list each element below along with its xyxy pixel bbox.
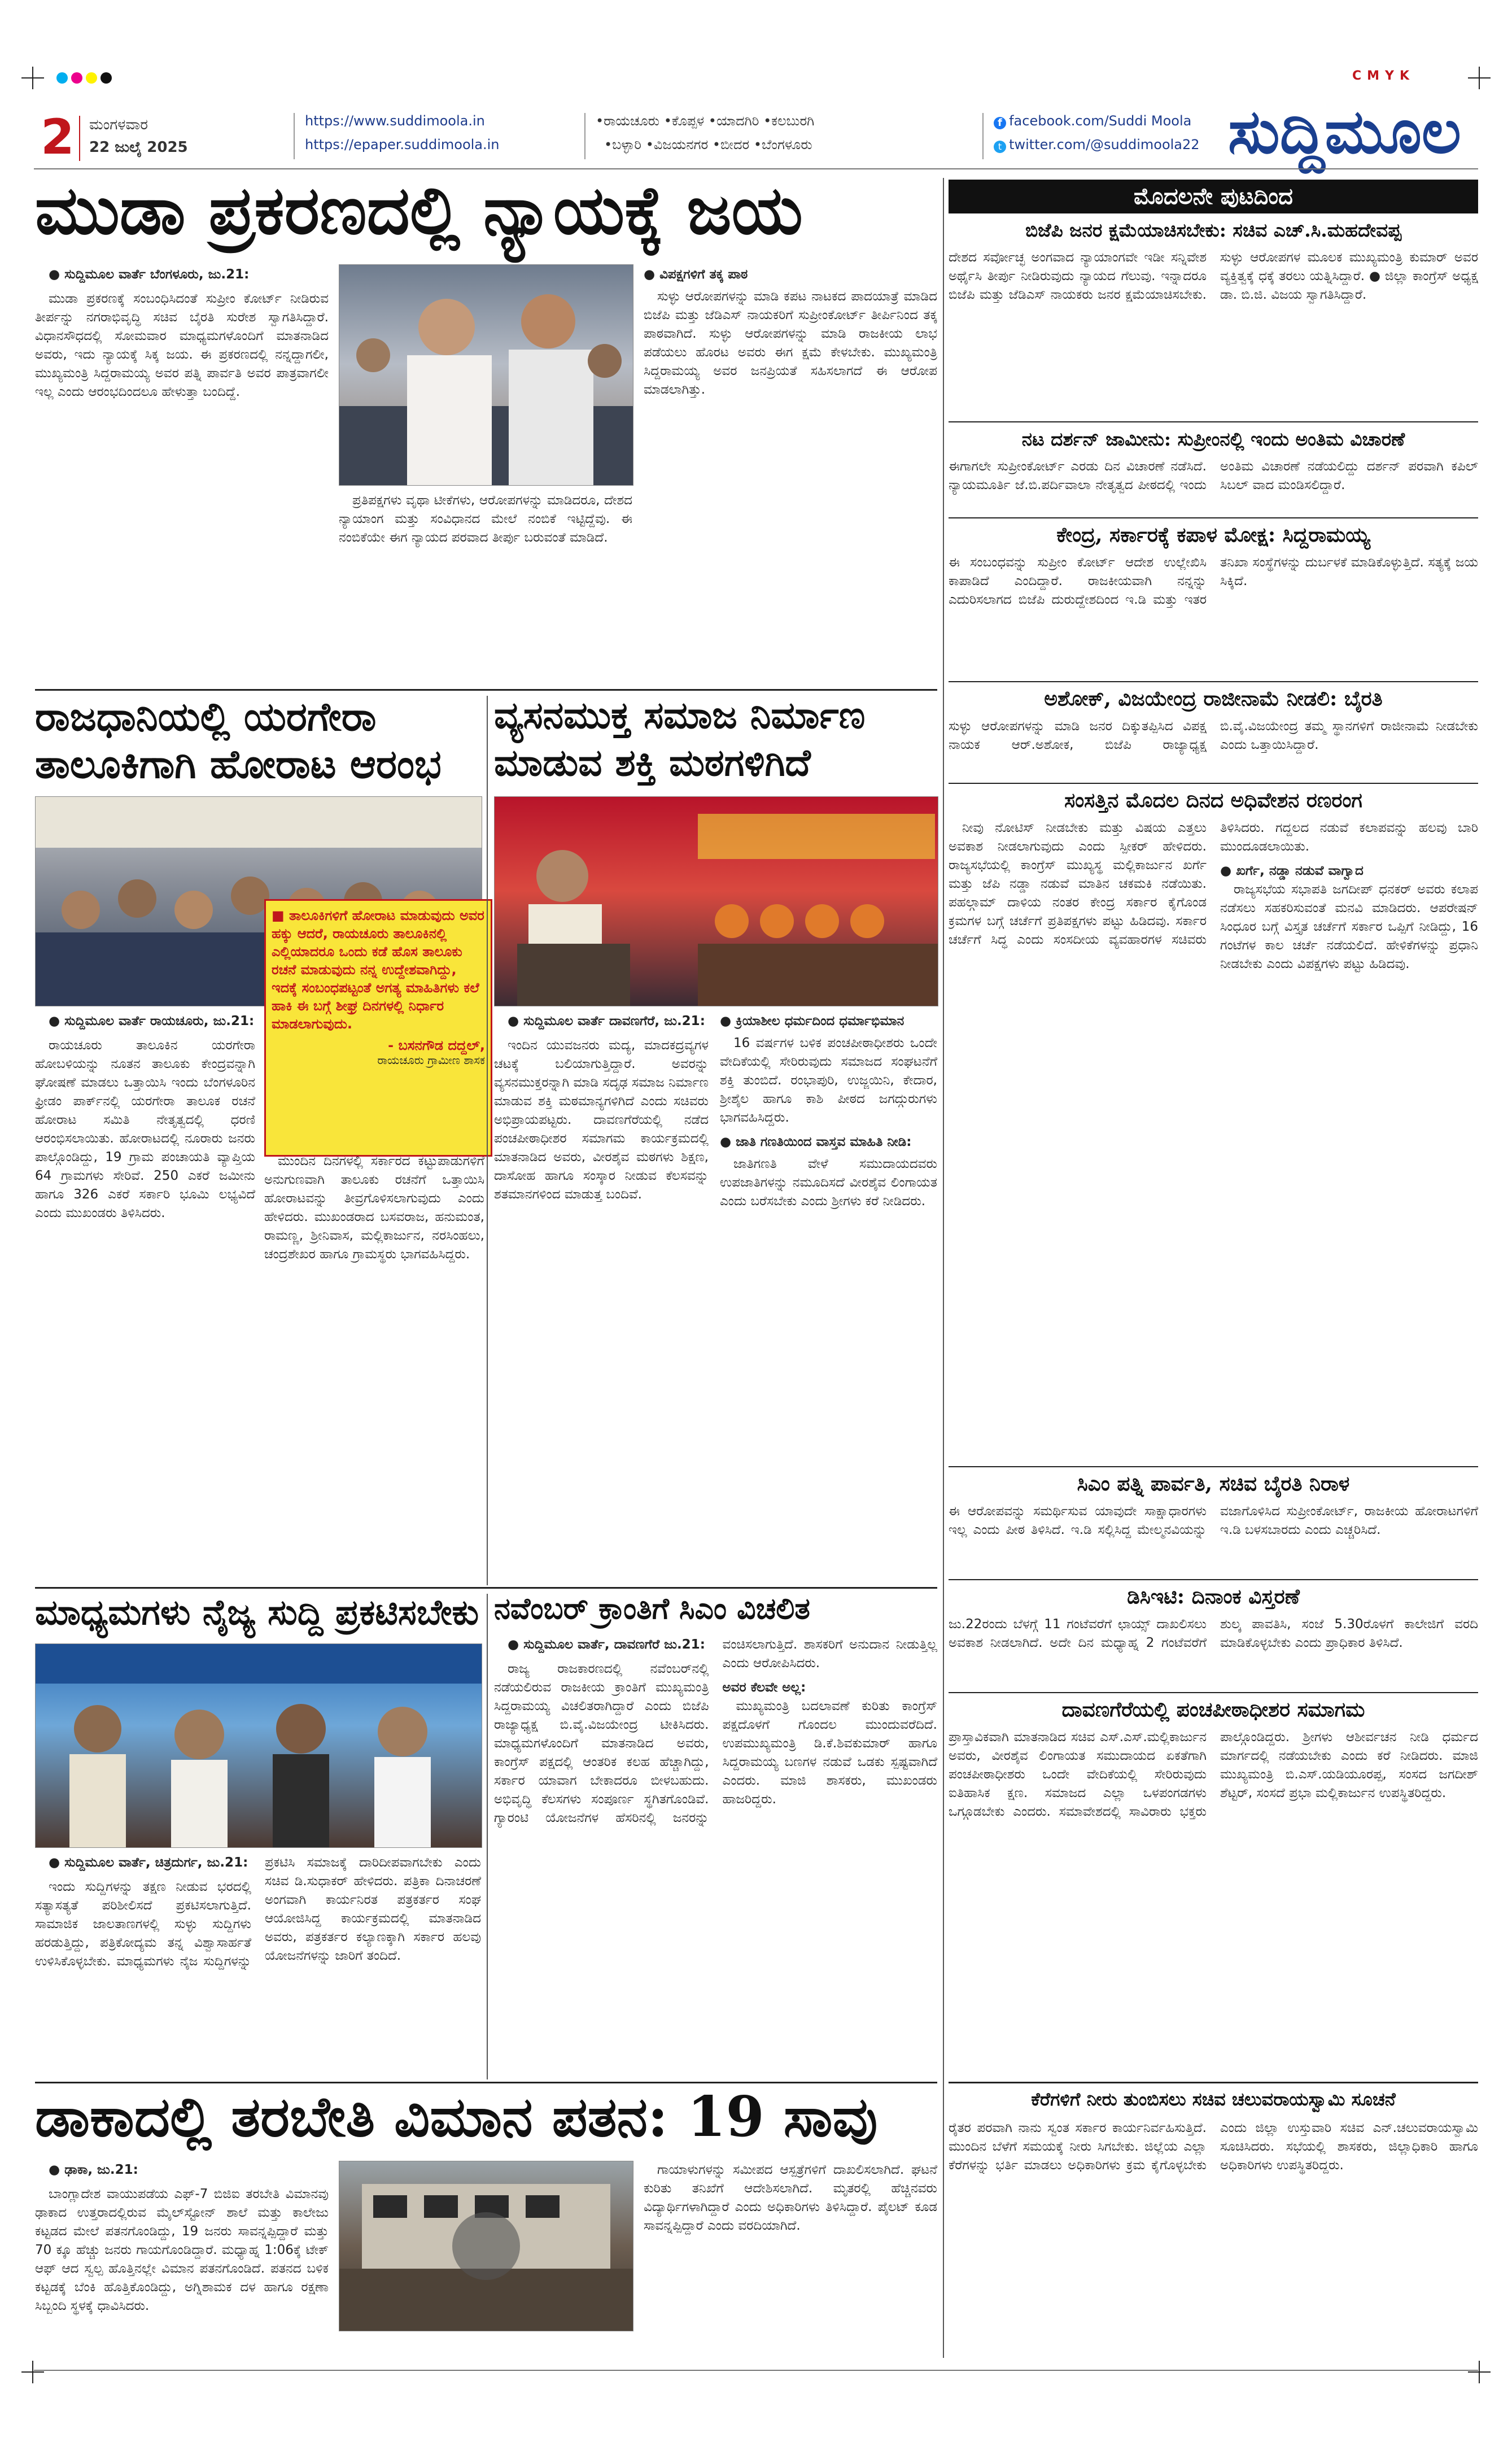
twitter-line[interactable] bbox=[994, 137, 1200, 153]
fp-s5-text2: ರಾಜ್ಯಸಭೆಯ ಸಭಾಪತಿ ಜಗದೀಪ್ ಧನಕರ್ ಅವರು ಕಲಾಪ ನಡೆಸಲು ಸಹಕರಿಸುವಂತೆ ಮನವಿ ಮಾಡಿದರು. ಆಪರೇಷನ್ ಸಿಂಧೂರ ಬಗ್ಗೆ ವಿಸ್ತೃತ ಚರ್ಚೆಗೆ ಸರ್ಕಾರ ಒಪ್ಪಿಗೆ ನೀಡಿದ್ದು, 16 ಗಂಟೆಗಳ ಕಾಲ ಚರ್ಚೆ ನಡೆಯಲಿದೆ. ಹೇಳಿಕೆಗಳನ್ನು ಪ್ರಧಾನಿ ನೀಡಬೇಕು ಎಂದು ವಿಪಕ್ಷಗಳು ಪಟ್ಟು ಹಿಡಿದವು. bbox=[1220, 882, 1478, 971]
story4-photo-art bbox=[36, 1644, 482, 1847]
story3-subhead2: ● ಜಾತಿ ಗಣತಿಯಿಂದ ವಾಸ್ತವ ಮಾಹಿತಿ ನೀಡಿ: bbox=[720, 1135, 912, 1149]
cmyk-text: CMYK bbox=[1352, 69, 1415, 83]
story3-body: ಇಂದಿನ ಯುವಜನರು ಮದ್ಯ, ಮಾದಕದ್ರವ್ಯಗಳ ಚಟಕ್ಕೆ ಬಲಿಯಾಗುತ್ತಿದ್ದಾರೆ. ಅವರನ್ನು ವ್ಯಸನಮುಕ್ತರನ್ನಾಗಿ ಮಾಡಿ ಸದೃಢ ಸಮಾಜ ನಿರ್ಮಾಣ ಮಾಡುವ ಶಕ್ತಿ ಮಠಮಾನ್ಯಗಳಿಗಿದೆ ಎಂದು ಸಚಿವರು ಅಭಿಪ್ರಾಯಪಟ್ಟರು. ದಾವಣಗೆರೆಯಲ್ಲಿ ನಡೆದ ಪಂಚಪೀಠಾಧೀಶರ ಸಮಾಗಮ ಕಾರ್ಯಕ್ರಮದಲ್ಲಿ ಮಾತನಾಡಿದ ಅವರು, ವೀರಶೈವ ಮಠಗಳು ಶಿಕ್ಷಣ, ದಾಸೋಹ ಹಾಗೂ ಸಂಸ್ಕಾರ ನೀಡುವ ಕೆಲಸವನ್ನು ಶತಮಾನಗಳಿಂದ ಮಾಡುತ್ತ ಬಂದಿವೆ. bbox=[494, 1038, 709, 1202]
story5-byline: ● ಸುದ್ದಿಮೂಲ ವಾರ್ತೆ, ದಾವಣಗೆರೆ ಜು.21: bbox=[508, 1637, 705, 1652]
story6-byline: ● ಢಾಕಾ, ಜು.21: bbox=[49, 2162, 138, 2177]
fp-rule-2 bbox=[949, 517, 1478, 518]
yellow-dot bbox=[86, 72, 97, 84]
story1-photo bbox=[339, 264, 633, 486]
story1-bottom-rule bbox=[35, 689, 937, 691]
masthead-day: ಮಂಗಳವಾರ bbox=[89, 116, 148, 133]
fp-s3-body: ಈ ಸಂಬಂಧವನ್ನು ಸುಪ್ರೀಂ ಕೋರ್ಟ್ ಆದೇಶ ಉಲ್ಲೇಖಿಸಿ ಕಾಪಾಡಿದೆ ಎಂದಿದ್ದಾರೆ. ರಾಜಕೀಯವಾಗಿ ನನ್ನನ್ನು ಎದುರಿಸಲಾಗದ ಬಿಜೆಪಿ ದುರುದ್ದೇಶದಿಂದ ಇ.ಡಿ ಮತ್ತು ಇತರ ತನಿಖಾ ಸಂಸ್ಥೆಗಳನ್ನು ದುರ್ಬಳಕೆ ಮಾಡಿಕೊಳ್ಳುತ್ತಿದೆ. ಸತ್ಯಕ್ಕೆ ಜಯ ಸಿಕ್ಕಿದೆ. bbox=[949, 555, 1478, 607]
story2-col2 bbox=[264, 1152, 484, 1582]
fp-rule-6 bbox=[949, 1579, 1478, 1580]
masthead-divider-4 bbox=[982, 113, 984, 159]
facebook-line[interactable] bbox=[994, 113, 1191, 129]
story5-headline: ನವೆಂಬರ್ ಕ್ರಾಂತಿಗೆ ಸಿಎಂ ವಿಚಲಿತ bbox=[494, 1592, 810, 1626]
story3-photo-art bbox=[495, 797, 938, 1006]
page-number: 2 bbox=[41, 109, 75, 165]
edition-cities-line2: •ಬಳ್ಳಾರಿ •ವಿಜಯನಗರ •ಬೀದರ •ಬೆಂಗಳೂರು bbox=[604, 137, 812, 152]
story3-body3: ಜಾತಿಗಣತಿ ವೇಳೆ ಸಮುದಾಯದವರು ಉಪಜಾತಿಗಳನ್ನು ನಮೂದಿಸದೆ ವೀರಶೈವ ಲಿಂಗಾಯತ ಎಂದು ಬರೆಸಬೇಕು ಎಂದು ಶ್ರೀಗಳು ಕರೆ ನೀಡಿದರು. bbox=[720, 1157, 937, 1209]
story1-col3-text: ಸುಳ್ಳು ಆರೋಪಗಳನ್ನು ಮಾಡಿ ಕಪಟ ನಾಟಕದ ಪಾದಯಾತ್ರೆ ಮಾಡಿದ ಬಿಜೆಪಿ ಮತ್ತು ಜೆಡಿಎಸ್ ನಾಯಕರಿಗೆ ಸುಪ್ರೀಂಕೋರ್ಟ್ ತೀರ್ಪಿನಿಂದ ತಕ್ಕ ಪಾಠವಾಗಿದೆ. ಸುಳ್ಳು ಆರೋಪಗಳನ್ನು ಮಾಡಿ ರಾಜಕೀಯ ಲಾಭ ಪಡೆಯಲು ಹೊರಟ ಅವರು ಈಗ ಕ್ಷಮೆ ಕೇಳಬೇಕು. ಮುಖ್ಯಮಂತ್ರಿ ಸಿದ್ದರಾಮಯ್ಯ ಅವರ ಜನಪ್ರಿಯತೆ ಸಹಿಸಲಾಗದೆ ಈ ಆರೋಪ ಮಾಡಲಾಗಿತ್ತು. bbox=[644, 289, 937, 397]
fp-rule-1 bbox=[949, 421, 1478, 422]
fp-s4-body: ಸುಳ್ಳು ಆರೋಪಗಳನ್ನು ಮಾಡಿ ಜನರ ದಿಕ್ಕುತಪ್ಪಿಸಿದ ವಿಪಕ್ಷ ನಾಯಕ ಆರ್.ಅಶೋಕ, ಬಿಜೆಪಿ ರಾಜ್ಯಾಧ್ಯಕ್ಷ ಬಿ.ವೈ.ವಿಜಯೇಂದ್ರ ತಮ್ಮ ಸ್ಥಾನಗಳಿಗೆ ರಾಜೀನಾಮೆ ನೀಡಬೇಕು ಎಂದು ಒತ್ತಾಯಿಸಿದ್ದಾರೆ. bbox=[949, 719, 1478, 752]
story1-byline: ● ಸುದ್ದಿಮೂಲ ವಾರ್ತೆ ಬೆಂಗಳೂರು, ಜು.21: bbox=[49, 267, 250, 282]
fp-s1-head: ಬಿಜೆಪಿ ಜನರ ಕ್ಷಮೆಯಾಚಿಸಬೇಕು: ಸಚಿವ ಎಚ್.ಸಿ.ಮಹದೇವಪ್ಪ bbox=[1025, 219, 1401, 241]
col-rule-1 bbox=[943, 178, 944, 2358]
story1-col3 bbox=[644, 265, 937, 683]
mid-rule bbox=[35, 1587, 937, 1589]
fp-s9-head: ಕೆರೆಗಳಿಗೆ ನೀರು ತುಂಬಿಸಲು ಸಚಿವ ಚಲುವರಾಯಸ್ವಾಮಿ ಸೂಚನೆ bbox=[1031, 2089, 1396, 2110]
story6-photo-art bbox=[339, 2161, 633, 2331]
story2-col1 bbox=[35, 1012, 255, 1582]
masthead-divider bbox=[79, 116, 80, 161]
story1-subhead: ● ವಿಪಕ್ಷಗಳಿಗೆ ತಕ್ಕ ಪಾಠ bbox=[644, 267, 748, 282]
fp-s7-body: ಜು.22ರಂದು ಬೆಳಗ್ಗೆ 11 ಗಂಟೆವರೆಗೆ ಛಾಯ್ಸ್ ದಾಖಲಿಸಲು ಅವಕಾಶ ನೀಡಲಾಗಿದೆ. ಅದೇ ದಿನ ಮಧ್ಯಾಹ್ನ 2 ಗಂಟೆವರೆಗೆ ಶುಲ್ಕ ಪಾವತಿಸಿ, ಸಂಜೆ 5.30ರೊಳಗೆ ಕಾಲೇಜಿಗೆ ವರದಿ ಮಾಡಿಕೊಳ್ಳಬೇಕು ಎಂದು ಪ್ರಾಧಿಕಾರ ತಿಳಿಸಿದೆ. bbox=[949, 1617, 1478, 1650]
story6-body: ಬಾಂಗ್ಲಾದೇಶ ವಾಯುಪಡೆಯ ಎಫ್-7 ಬಿಜಿಐ ತರಬೇತಿ ವಿಮಾನವು ಢಾಕಾದ ಉತ್ತರಾದಲ್ಲಿರುವ ಮೈಲ್‌ಸ್ಟೋನ್ ಶಾಲೆ ಮತ್ತು ಕಾಲೇಜು ಕಟ್ಟಡದ ಮೇಲೆ ಪತನಗೊಂಡಿದ್ದು, 19 ಜನರು ಸಾವನ್ನಪ್ಪಿದ್ದಾರೆ ಮತ್ತು 70 ಕ್ಕೂ ಹೆಚ್ಚು ಜನರು ಗಾಯಗೊಂಡಿದ್ದಾರೆ. ಮಧ್ಯಾಹ್ನ 1:06ಕ್ಕೆ ಟೇಕ್ ಆಫ್ ಆದ ಸ್ವಲ್ಪ ಹೊತ್ತಿನಲ್ಲೇ ವಿಮಾನ ಪತನಗೊಂಡಿದೆ. ಪತನದ ಬಳಿಕ ಕಟ್ಟಡಕ್ಕೆ ಬೆಂಕಿ ಹೊತ್ತಿಕೊಂಡಿದ್ದು, ಅಗ್ನಿಶಾಮಕ ದಳ ಹಾಗೂ ರಕ್ಷಣಾ ಸಿಬ್ಬಂದಿ ಸ್ಥಳಕ್ಕೆ ಧಾವಿಸಿದರು. bbox=[35, 2187, 329, 2313]
story3-body2: 16 ವರ್ಷಗಳ ಬಳಿಕ ಪಂಚಪೀಠಾಧೀಶರು ಒಂದೇ ವೇದಿಕೆಯಲ್ಲಿ ಸೇರಿರುವುದು ಸಮಾಜದ ಸಂಘಟನೆಗೆ ಶಕ್ತಿ ತುಂಬಿದೆ. ರಂಭಾಪುರಿ, ಉಜ್ಜಯಿನಿ, ಕೇದಾರ, ಶ್ರೀಶೈಲ ಹಾಗೂ ಕಾಶಿ ಪೀಠದ ಜಗದ್ಗುರುಗಳು ಭಾಗವಹಿಸಿದ್ದರು. bbox=[720, 1036, 937, 1125]
story6-col1 bbox=[35, 2161, 329, 2364]
fp-s5-body bbox=[949, 819, 1478, 1463]
story2-quote-box bbox=[264, 899, 492, 1157]
fp-s8-head: ದಾವಣಗೆರೆಯಲ್ಲಿ ಪಂಚಪೀಠಾಧೀಶರ ಸಮಾಗಮ bbox=[1061, 1698, 1365, 1721]
masthead-rule bbox=[34, 168, 1478, 169]
story1-headline: ಮುಡಾ ಪ್ರಕರಣದಲ್ಲಿ ನ್ಯಾಯಕ್ಕೆ ಜಯ bbox=[35, 171, 803, 249]
story6-body2: ಗಾಯಾಳುಗಳನ್ನು ಸಮೀಪದ ಆಸ್ಪತ್ರೆಗಳಿಗೆ ದಾಖಲಿಸಲಾಗಿದೆ. ಘಟನೆ ಕುರಿತು ತನಿಖೆಗೆ ಆದೇಶಿಸಲಾಗಿದೆ. ಮೃತರಲ್ಲಿ ಹೆಚ್ಚಿನವರು ವಿದ್ಯಾರ್ಥಿಗಳಾಗಿದ್ದಾರೆ ಎಂದು ಅಧಿಕಾರಿಗಳು ತಿಳಿಸಿದ್ದಾರೆ. ಪೈಲಟ್ ಕೂಡ ಸಾವನ್ನಪ್ಪಿದ್ದಾರೆ ಎಂದು ವರದಿಯಾಗಿದೆ. bbox=[644, 2162, 937, 2233]
story5-subhead: ಅವರ ಕೆಲವೇ ಅಲ್ಲ: bbox=[722, 1680, 806, 1695]
website-link[interactable]: https://www.suddimoola.in bbox=[305, 113, 485, 129]
story3-byline: ● ಸುದ್ದಿಮೂಲ ವಾರ್ತೆ ದಾವಣಗೆರೆ, ಜು.21: bbox=[508, 1014, 705, 1028]
lower-rule bbox=[35, 2082, 937, 2083]
story5-body2: ಮುಖ್ಯಮಂತ್ರಿ ಬದಲಾವಣೆ ಕುರಿತು ಕಾಂಗ್ರೆಸ್ ಪಕ್ಷದೊಳಗೆ ಗೊಂದಲ ಮುಂದುವರೆದಿದೆ. ಉಪಮುಖ್ಯಮಂತ್ರಿ ಡಿ.ಕೆ.ಶಿವಕುಮಾರ್ ಹಾಗೂ ಸಿದ್ದರಾಮಯ್ಯ ಬಣಗಳ ನಡುವೆ ಒಡಕು ಸ್ಪಷ್ಟವಾಗಿದೆ ಎಂದರು. ಮಾಜಿ ಶಾಸಕರು, ಮುಖಂಡರು ಹಾಜರಿದ್ದರು. bbox=[722, 1699, 937, 1807]
edition-cities-line1: •ರಾಯಚೂರು •ಕೊಪ್ಪಳ •ಯಾದಗಿರಿ •ಕಲಬುರಗಿ bbox=[596, 113, 815, 129]
story5-col1 bbox=[494, 1636, 937, 2076]
cyan-dot bbox=[56, 72, 68, 84]
fp-s6-body: ಈ ಆರೋಪವನ್ನು ಸಮರ್ಥಿಸುವ ಯಾವುದೇ ಸಾಕ್ಷಾಧಾರಗಳು ಇಲ್ಲ ಎಂದು ಪೀಠ ತಿಳಿಸಿದೆ. ಇ.ಡಿ ಸಲ್ಲಿಸಿದ್ದ ಮೇಲ್ಮನವಿಯನ್ನು ವಜಾಗೊಳಿಸಿದ ಸುಪ್ರೀಂಕೋರ್ಟ್, ರಾಜಕೀಯ ಹೋರಾಟಗಳಿಗೆ ಇ.ಡಿ ಬಳಸಬಾರದು ಎಂದು ಎಚ್ಚರಿಸಿದೆ. bbox=[949, 1504, 1478, 1537]
story4-byline: ● ಸುದ್ದಿಮೂಲ ವಾರ್ತೆ, ಚಿತ್ರದುರ್ಗ, ಜು.21: bbox=[49, 1855, 248, 1870]
fp-s3-head: ಕೇಂದ್ರ, ಸರ್ಕಾರಕ್ಕೆ ಕಪಾಳ ಮೋಕ್ಷ: ಸಿದ್ದರಾಮಯ್ಯ bbox=[1056, 523, 1370, 547]
story1-col2-text: ಪ್ರತಿಪಕ್ಷಗಳು ವೃಥಾ ಟೀಕೆಗಳು, ಆರೋಪಗಳನ್ನು ಮಾಡಿದರೂ, ದೇಶದ ನ್ಯಾಯಾಂಗ ಮತ್ತು ಸಂವಿಧಾನದ ಮೇಲೆ ನಂಬಿಕೆ ಇಟ್ಟಿದ್ದೆವು. ಈ ನಂಬಿಕೆಯೇ ಈಗ ನ್ಯಾಯದ ಪರವಾದ ತೀರ್ಪು ಬರುವಂತೆ ಮಾಡಿದೆ. bbox=[339, 493, 632, 545]
fp-s2-body: ಈಗಾಗಲೇ ಸುಪ್ರೀಂಕೋರ್ಟ್ ಎರಡು ದಿನ ವಿಚಾರಣೆ ನಡೆಸಿದೆ. ನ್ಯಾಯಮೂರ್ತಿ ಜೆ.ಬಿ.ಪರ್ದಿವಾಲಾ ನೇತೃತ್ವದ ಪೀಠದಲ್ಲಿ ಇಂದು ಅಂತಿಮ ವಿಚಾರಣೆ ನಡೆಯಲಿದ್ದು ದರ್ಶನ್ ಪರವಾಗಿ ಕಪಿಲ್ ಸಿಬಲ್ ವಾದ ಮಂಡಿಸಲಿದ್ದಾರೆ. bbox=[949, 459, 1478, 492]
story2-byline: ● ಸುದ್ದಿಮೂಲ ವಾರ್ತೆ ರಾಯಚೂರು, ಜು.21: bbox=[49, 1014, 255, 1028]
story3-subhead1: ● ಕ್ರಿಯಾಶೀಲ ಧರ್ಮದಿಂದ ಧರ್ಮಾಭಿಮಾನ bbox=[720, 1014, 904, 1028]
fp-s4-head: ಅಶೋಕ್, ವಿಜಯೇಂದ್ರ ರಾಜೀನಾಮೆ ನೀಡಲಿ: ಬೈರತಿ bbox=[1044, 687, 1383, 710]
fp-rule-4 bbox=[949, 783, 1478, 784]
fp-s8-body: ಪ್ರಾಸ್ತಾವಿಕವಾಗಿ ಮಾತನಾಡಿದ ಸಚಿವ ಎಸ್.ಎಸ್.ಮಲ್ಲಿಕಾರ್ಜುನ ಅವರು, ವೀರಶೈವ ಲಿಂಗಾಯತ ಸಮುದಾಯದ ಏಕತೆಗಾಗಿ ಪಂಚಪೀಠಾಧೀಶರು ಒಂದೇ ವೇದಿಕೆಯಲ್ಲಿ ಸೇರಿರುವುದು ಐತಿಹಾಸಿಕ ಕ್ಷಣ. ಸಮಾಜದ ಎಲ್ಲಾ ಒಳಪಂಗಡಗಳು ಒಗ್ಗೂಡಬೇಕು ಎಂದರು. ಸಮಾವೇಶದಲ್ಲಿ ಸಾವಿರಾರು ಭಕ್ತರು ಪಾಲ್ಗೊಂಡಿದ್ದರು. ಶ್ರೀಗಳು ಆಶೀರ್ವಚನ ನೀಡಿ ಧರ್ಮದ ಮಾರ್ಗದಲ್ಲಿ ನಡೆಯಬೇಕು ಎಂದು ಕರೆ ನೀಡಿದರು. ಮಾಜಿ ಮುಖ್ಯಮಂತ್ರಿ ಬಿ.ಎಸ್.ಯಡಿಯೂರಪ್ಪ, ಸಂಸದ ಜಗದೀಶ್ ಶೆಟ್ಟರ್, ಸಂಸದೆ ಪ್ರಭಾ ಮಲ್ಲಿಕಾರ್ಜುನ ಉಪಸ್ಥಿತರಿದ್ದರು. bbox=[949, 1730, 1478, 1819]
paper-logo: ಸುದ್ದಿಮೂಲ bbox=[1228, 97, 1461, 167]
registration-mark-top-right bbox=[1468, 67, 1491, 89]
page-bottom-rule bbox=[34, 2370, 1478, 2371]
story4-col1 bbox=[35, 1854, 481, 2077]
fp-s6-head: ಸಿಎಂ ಪತ್ನಿ ಪಾರ್ವತಿ, ಸಚಿವ ಬೈರತಿ ನಿರಾಳ bbox=[1077, 1472, 1350, 1495]
masthead-date: 22 ಜುಲೈ 2025 bbox=[89, 139, 188, 156]
quote-signature: - ಬಸನಗೌಡ ದದ್ದಲ್, bbox=[388, 1037, 485, 1053]
fp-rule-5 bbox=[949, 1466, 1478, 1467]
story4-headline: ಮಾಧ್ಯಮಗಳು ನೈಜ್ಯ ಸುದ್ದಿ ಪ್ರಕಟಿಸಬೇಕು bbox=[35, 1592, 479, 1633]
twitter-link[interactable]: twitter.com/@suddimoola22 bbox=[1009, 137, 1200, 152]
registration-mark-bottom-left bbox=[21, 2361, 44, 2383]
story2-headline-line1: ರಾಜಧಾನಿಯಲ್ಲಿ ಯರಗೇರಾ bbox=[35, 693, 377, 740]
magenta-dot bbox=[71, 72, 82, 84]
story6-photo bbox=[339, 2161, 633, 2331]
registration-mark-bottom-right bbox=[1468, 2361, 1491, 2383]
fp-s9-body: ರೈತರ ಪರವಾಗಿ ನಾನು ಸ್ವಂತ ಸರ್ಕಾರ ಕಾರ್ಯನಿರ್ವಹಿಸುತ್ತಿದೆ. ಮುಂದಿನ ಬೆಳೆಗೆ ಸಮಯಕ್ಕೆ ನೀರು ಸಿಗಬೇಕು. ಜಿಲ್ಲೆಯ ಎಲ್ಲಾ ಕೆರೆಗಳನ್ನು ಭರ್ತಿ ಮಾಡಲು ಅಧಿಕಾರಿಗಳು ಕ್ರಮ ಕೈಗೊಳ್ಳಬೇಕು ಎಂದು ಜಿಲ್ಲಾ ಉಸ್ತುವಾರಿ ಸಚಿವ ಎನ್.ಚಲುವರಾಯಸ್ವಾಮಿ ಸೂಚಿಸಿದರು. ಸಭೆಯಲ್ಲಿ ಶಾಸಕರು, ಜಿಲ್ಲಾಧಿಕಾರಿ ಹಾಗೂ ಅಧಿಕಾರಿಗಳು ಉಪಸ್ಥಿತರಿದ್ದರು. bbox=[949, 2121, 1478, 2173]
cmyk-label bbox=[1352, 69, 1415, 83]
twitter-icon: t bbox=[994, 141, 1006, 153]
masthead-divider-3 bbox=[584, 113, 585, 159]
fp-rule-7 bbox=[949, 1692, 1478, 1693]
quote-designation: ರಾಯಚೂರು ಗ್ರಾಮೀಣ ಶಾಸಕ bbox=[377, 1053, 485, 1067]
story1-photo-art bbox=[339, 265, 633, 485]
story1-col2 bbox=[339, 491, 632, 683]
story6-headline: ಡಾಕಾದಲ್ಲಿ ತರಬೇತಿ ವಿಮಾನ ಪತನ: 19 ಸಾವು bbox=[35, 2085, 878, 2149]
facebook-icon: f bbox=[994, 117, 1006, 129]
col-rule-3 bbox=[487, 1594, 488, 2079]
story4-body: ಇಂದು ಸುದ್ದಿಗಳನ್ನು ತಕ್ಷಣ ನೀಡುವ ಭರದಲ್ಲಿ ಸತ್ಯಾಸತ್ಯತೆ ಪರಿಶೀಲಿಸದೆ ಪ್ರಕಟಿಸಲಾಗುತ್ತಿದೆ. ಸಾಮಾಜಿಕ ಜಾಲತಾಣಗಳಲ್ಲಿ ಸುಳ್ಳು ಸುದ್ದಿಗಳು ಹರಡುತ್ತಿದ್ದು, ಪತ್ರಿಕೋದ್ಯಮ ತನ್ನ ವಿಶ್ವಾಸಾರ್ಹತೆ ಉಳಿಸಿಕೊಳ್ಳಬೇಕು. ಮಾಧ್ಯಮಗಳು ನೈಜ ಸುದ್ದಿಗಳನ್ನು ಪ್ರಕಟಿಸಿ ಸಮಾಜಕ್ಕೆ ದಾರಿದೀಪವಾಗಬೇಕು ಎಂದು ಸಚಿವ ಡಿ.ಸುಧಾಕರ್ ಹೇಳಿದರು. ಪತ್ರಿಕಾ ದಿನಾಚರಣೆ ಅಂಗವಾಗಿ ಕಾರ್ಯನಿರತ ಪತ್ರಕರ್ತರ ಸಂಘ ಆಯೋಜಿಸಿದ್ದ ಕಾರ್ಯಕ್ರಮದಲ್ಲಿ ಮಾತನಾಡಿದ ಅವರು, ಪತ್ರಕರ್ತರ ಕಲ್ಯಾಣಕ್ಕಾಗಿ ಸರ್ಕಾರ ಹಲವು ಯೋಜನೆಗಳನ್ನು ಜಾರಿಗೆ ತಂದಿದೆ. bbox=[35, 1855, 481, 1969]
fp-s7-head: ಡಿಸಿಇಟಿ: ದಿನಾಂಕ ವಿಸ್ತರಣೆ bbox=[1127, 1585, 1300, 1608]
fp-s1-body: ದೇಶದ ಸರ್ವೋಚ್ಛ ಅಂಗವಾದ ನ್ಯಾಯಾಂಗವೇ ಇಡೀ ಸನ್ನಿವೇಶ ಅರ್ಥೈಸಿ ತೀರ್ಪು ನೀಡಿರುವುದು ನ್ಯಾಯದ ಗೆಲುವು. ಇನ್ನಾದರೂ ಬಿಜೆಪಿ ಮತ್ತು ಜೆಡಿಎಸ್ ನಾಯಕರು ಜನರ ಕ್ಷಮೆಯಾಚಿಸಬೇಕು. ಸುಳ್ಳು ಆರೋಪಗಳ ಮೂಲಕ ಮುಖ್ಯಮಂತ್ರಿ ಕುಮಾರ್ ಅವರ ವ್ಯಕ್ತಿತ್ವಕ್ಕೆ ಧಕ್ಕೆ ತರಲು ಯತ್ನಿಸಿದ್ದಾರೆ. ● ಜಿಲ್ಲಾ ಕಾಂಗ್ರೆಸ್ ಅಧ್ಯಕ್ಷ ಡಾ. ಬಿ.ಜಿ. ವಿಜಯ ಸ್ವಾಗತಿಸಿದ್ದಾರೆ. bbox=[949, 250, 1478, 302]
fp-s5-head: ಸಂಸತ್ತಿನ ಮೊದಲ ದಿನದ ಅಧಿವೇಶನ ರಣರಂಗ bbox=[1064, 788, 1362, 812]
story1-col1 bbox=[35, 265, 329, 683]
black-dot bbox=[100, 72, 112, 84]
fp-s5-text: ನೀವು ನೋಟಿಸ್ ನೀಡಬೇಕು ಮತ್ತು ವಿಷಯ ಎತ್ತಲು ಅವಕಾಶ ನೀಡಲಾಗುವುದು ಎಂದು ಸ್ಪೀಕರ್ ಹೇಳಿದರು. ರಾಜ್ಯಸಭೆಯಲ್ಲಿ ಕಾಂಗ್ರೆಸ್ ಮುಖ್ಯಸ್ಥ ಮಲ್ಲಿಕಾರ್ಜುನ ಖರ್ಗೆ ಮತ್ತು ಜೆಪಿ ನಡ್ಡಾ ನಡುವೆ ಮಾತಿನ ಚಕಮಕಿ ನಡೆಯಿತು. ಪಹಲ್ಗಾಮ್ ದಾಳಿಯ ನಂತರ ಕೇಂದ್ರ ಸರ್ಕಾರ ಕೈಗೊಂಡ ಕ್ರಮಗಳ ಬಗ್ಗೆ ಚರ್ಚೆಗೆ ಪ್ರತಿಪಕ್ಷಗಳು ಪಟ್ಟು ಹಿಡಿದವು. ಸರ್ಕಾರ ಚರ್ಚೆಗೆ ಸಿದ್ಧ ಎಂದು ಸಂಸದೀಯ ವ್ಯವಹಾರಗಳ ಸಚಿವರು ತಿಳಿಸಿದರು. ಗದ್ದಲದ ನಡುವೆ ಕಲಾಪವನ್ನು ಹಲವು ಬಾರಿ ಮುಂದೂಡಲಾಯಿತು. bbox=[949, 821, 1478, 947]
fp-s5-subhead: ● ಖರ್ಗೆ, ನಡ್ಡಾ ನಡುವೆ ವಾಗ್ವಾದ bbox=[1220, 864, 1364, 878]
fp-rule-8 bbox=[949, 2082, 1478, 2083]
masthead-divider-2 bbox=[294, 113, 295, 159]
fp-rule-3 bbox=[949, 681, 1478, 682]
quote-text: ■ ತಾಲೂಕಿಗಳಿಗೆ ಹೋರಾಟ ಮಾಡುವುದು ಅವರ ಹಕ್ಕು ಆದರೆ, ರಾಯಚೂರು ತಾಲೂಕಿನಲ್ಲಿ ಎಲ್ಲಿಯಾದರೂ ಒಂದು ಕಡೆ ಹೊಸ ತಾಲೂಕು ರಚನೆ ಮಾಡುವುದು ನನ್ನ ಉದ್ದೇಶವಾಗಿದ್ದು, ಇದಕ್ಕೆ ಸಂಬಂಧಪಟ್ಟಂತೆ ಅಗತ್ಯ ಮಾಹಿತಿಗಳು ಕಲೆ ಹಾಕಿ ಈ ಬಗ್ಗೆ ಶೀಘ್ರ ದಿನಗಳಲ್ಲಿ ನಿರ್ಧಾರ ಮಾಡಲಾಗುವುದು. bbox=[272, 908, 484, 1032]
registration-mark-top-left bbox=[21, 67, 44, 89]
story2-body: ರಾಯಚೂರು ತಾಲೂಕಿನ ಯರಗೇರಾ ಹೋಬಳಿಯನ್ನು ನೂತನ ತಾಲೂಕು ಕೇಂದ್ರವನ್ನಾಗಿ ಘೋಷಣೆ ಮಾಡಲು ಒತ್ತಾಯಿಸಿ ಇಂದು ಬೆಂಗಳೂರಿನ ಫ್ರೀಡಂ ಪಾರ್ಕ್‌ನಲ್ಲಿ ಯರಗೇರಾ ತಾಲೂಕ ರಚನೆ ಹೋರಾಟ ಸಮಿತಿ ನೇತೃತ್ವದಲ್ಲಿ ಧರಣಿ ಆರಂಭಿಸಲಾಯಿತು. ಹೋರಾಟದಲ್ಲಿ ನೂರಾರು ಜನರು ಪಾಲ್ಗೊಂಡಿದ್ದು, 19 ಗ್ರಾಮ ಪಂಚಾಯತಿ ವ್ಯಾಪ್ತಿಯ 64 ಗ್ರಾಮಗಳು ಸೇರಿವೆ. 250 ಎಕರೆ ಜಮೀನು ಹಾಗೂ 326 ಎಕರೆ ಸರ್ಕಾರಿ ಭೂಮಿ ಲಭ್ಯವಿದೆ ಎಂದು ಮುಖಂಡರು ತಿಳಿಸಿದರು. bbox=[35, 1038, 255, 1220]
story3-headline-line2: ಮಾಡುವ ಶಕ್ತಿ ಮಠಗಳಿಗಿದೆ bbox=[494, 740, 811, 784]
story1-col1-text: ಮುಡಾ ಪ್ರಕರಣಕ್ಕೆ ಸಂಬಂಧಿಸಿದಂತೆ ಸುಪ್ರೀಂ ಕೋರ್ಟ್ ನೀಡಿರುವ ತೀರ್ಪನ್ನು ನಗರಾಭಿವೃದ್ಧಿ ಸಚಿವ ಬೈರತಿ ಸುರೇಶ ಸ್ವಾಗತಿಸಿದ್ದಾರೆ. ವಿಧಾನಸೌಧದಲ್ಲಿ ಸೋಮವಾರ ಮಾಧ್ಯಮಗಳೊಂದಿಗೆ ಮಾತನಾಡಿದ ಅವರು, ಇದು ನ್ಯಾಯಕ್ಕೆ ಸಿಕ್ಕ ಜಯ. ಈ ಪ್ರಕರಣದಲ್ಲಿ ನನ್ನದ್ದಾಗಲೀ, ಮುಖ್ಯಮಂತ್ರಿ ಸಿದ್ದರಾಮಯ್ಯ ಅವರ ಪತ್ನಿ ಪಾರ್ವತಿ ಅವರ ಪಾತ್ರವಾಗಲೀ ಇಲ್ಲ ಎಂದು ಆರಂಭದಿಂದಲೂ ಹೇಳುತ್ತಾ ಬಂದಿದ್ದೆ. bbox=[35, 291, 329, 399]
story4-photo bbox=[35, 1643, 482, 1848]
epaper-link[interactable]: https://epaper.suddimoola.in bbox=[305, 137, 500, 152]
story5-body: ರಾಜ್ಯ ರಾಜಕಾರಣದಲ್ಲಿ ನವೆಂಬರ್‌ನಲ್ಲಿ ನಡೆಯಲಿರುವ ರಾಜಕೀಯ ಕ್ರಾಂತಿಗೆ ಮುಖ್ಯಮಂತ್ರಿ ಸಿದ್ದರಾಮಯ್ಯ ವಿಚಲಿತರಾಗಿದ್ದಾರೆ ಎಂದು ಬಿಜೆಪಿ ರಾಜ್ಯಾಧ್ಯಕ್ಷ ಬಿ.ವೈ.ವಿಜಯೇಂದ್ರ ಟೀಕಿಸಿದರು. ಮಾಧ್ಯಮಗಳೊಂದಿಗೆ ಮಾತನಾಡಿದ ಅವರು, ಕಾಂಗ್ರೆಸ್ ಪಕ್ಷದಲ್ಲಿ ಆಂತರಿಕ ಕಲಹ ಹೆಚ್ಚಾಗಿದ್ದು, ಸರ್ಕಾರ ಯಾವಾಗ ಬೇಕಾದರೂ ಬೀಳಬಹುದು. ಅಭಿವೃದ್ಧಿ ಕೆಲಸಗಳು ಸಂಪೂರ್ಣ ಸ್ಥಗಿತಗೊಂಡಿವೆ. ಗ್ಯಾರಂಟಿ ಯೋಜನೆಗಳ ಹೆಸರಿನಲ್ಲಿ ಜನರನ್ನು ವಂಚಿಸಲಾಗುತ್ತಿದೆ. ಶಾಸಕರಿಗೆ ಅನುದಾನ ನೀಡುತ್ತಿಲ್ಲ ಎಂದು ಆರೋಪಿಸಿದರು. bbox=[494, 1637, 937, 1825]
story6-col2 bbox=[644, 2161, 937, 2364]
first-page-bar: ಮೊದಲನೇ ಪುಟದಿಂದ bbox=[949, 180, 1478, 213]
story3-col2 bbox=[720, 1012, 937, 1582]
story2-headline-line2: ತಾಲೂಕಿಗಾಗಿ ಹೋರಾಟ ಆರಂಭ bbox=[35, 740, 442, 787]
story2-body2: ಮುಂದಿನ ದಿನಗಳಲ್ಲಿ ಸರ್ಕಾರದ ಕಟ್ಟುಪಾಡುಗಳಿಗೆ ಅನುಗುಣವಾಗಿ ತಾಲೂಕು ರಚನೆಗೆ ಒತ್ತಾಯಿಸಿ ಹೋರಾಟವನ್ನು ತೀವ್ರಗೊಳಿಸಲಾಗುವುದು ಎಂದು ಹೇಳಿದರು. ಮುಖಂಡರಾದ ಬಸವರಾಜ, ಹನುಮಂತ, ರಾಮಣ್ಣ, ಶ್ರೀನಿವಾಸ, ಮಲ್ಲಿಕಾರ್ಜುನ, ನರಸಿಂಹಲು, ಚಂದ್ರಶೇಖರ ಹಾಗೂ ಗ್ರಾಮಸ್ಥರು ಭಾಗವಹಿಸಿದ್ದರು. bbox=[264, 1154, 484, 1262]
story3-col1 bbox=[494, 1012, 709, 1582]
col-rule-2 bbox=[487, 696, 488, 1585]
facebook-link[interactable]: facebook.com/Suddi Moola bbox=[1009, 113, 1192, 129]
story3-photo bbox=[494, 796, 938, 1006]
story3-headline-line1: ವ್ಯಸನಮುಕ್ತ ಸಮಾಜ ನಿರ್ಮಾಣ bbox=[494, 693, 866, 737]
fp-s2-head: ನಟ ದರ್ಶನ್ ಜಾಮೀನು: ಸುಪ್ರೀಂನಲ್ಲಿ ಇಂದು ಅಂತಿಮ ವಿಚಾರಣೆ bbox=[1021, 428, 1405, 450]
